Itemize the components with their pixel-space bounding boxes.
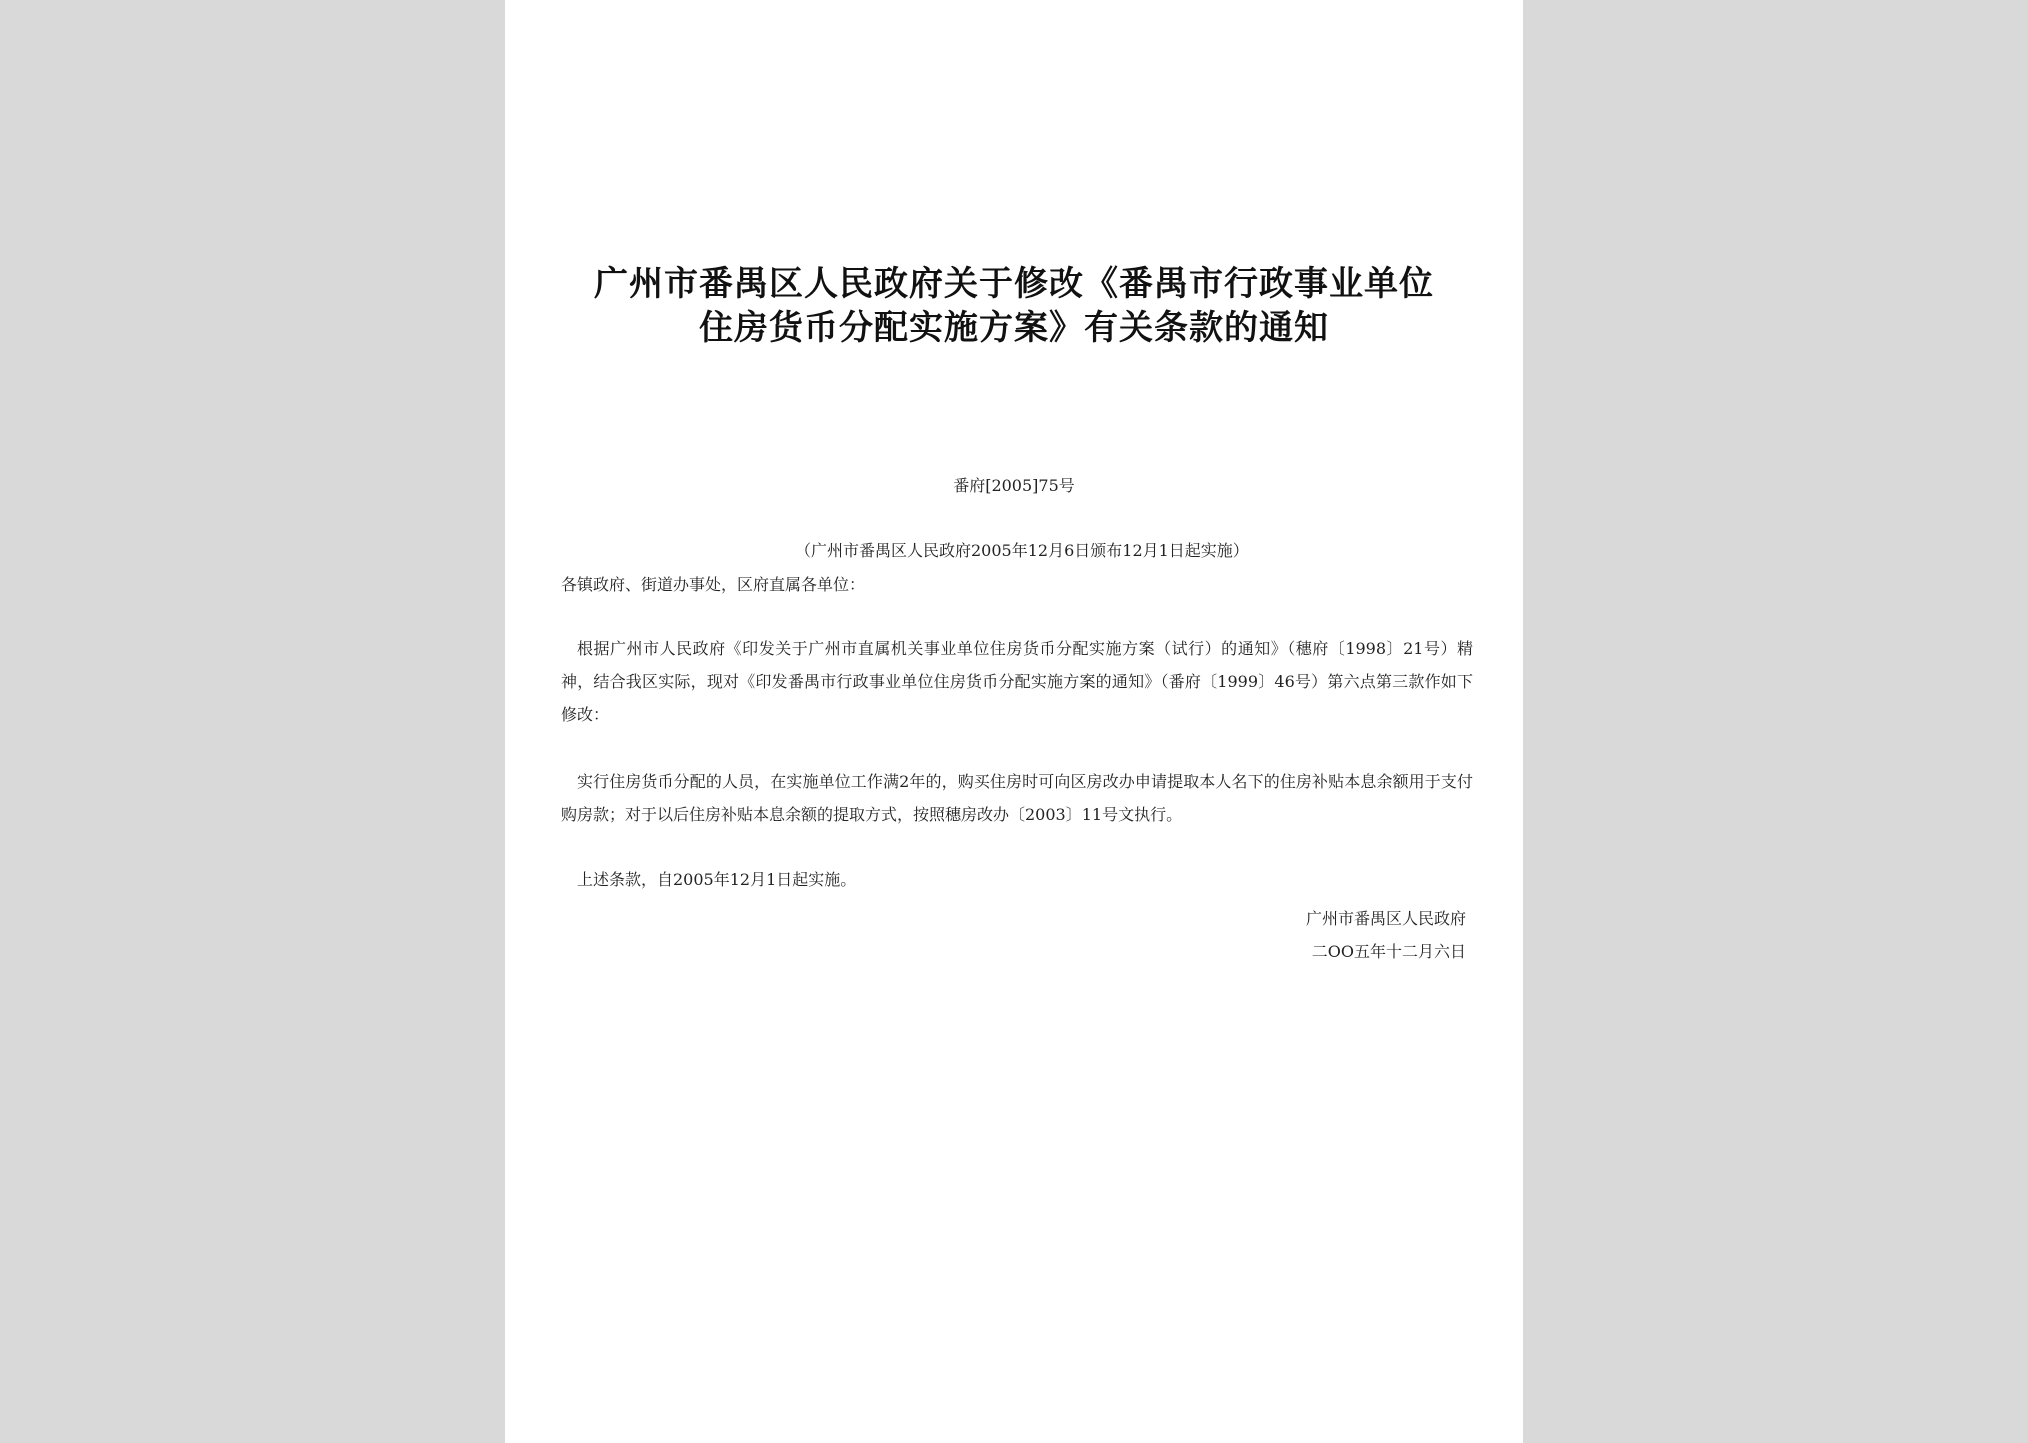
signature-organization: 广州市番禺区人民政府 xyxy=(1305,909,1466,928)
signature-date: 二OO五年十二月六日 xyxy=(1311,942,1466,961)
document-number: 番府[2005]75号 xyxy=(953,476,1075,495)
document-title xyxy=(565,262,1463,350)
body-paragraph-2: 实行住房货币分配的人员，在实施单位工作满2年的，购买住房时可向区房改办申请提取本人名下的住房补贴本息余额用于支付购房款；对于以后住房补贴本息余额的提取方式，按照穗房改办〔2003〕11号文执行。 xyxy=(561,772,1473,824)
document-page xyxy=(505,0,1523,1443)
title-line-1: 广州市番禺区人民政府关于修改《番禺市行政事业单位 xyxy=(594,264,1434,304)
body-paragraph-1: 根据广州市人民政府《印发关于广州市直属机关事业单位住房货币分配实施方案（试行）的通知》（穗府〔1998〕21号）精神，结合我区实际，现对《印发番禺市行政事业单位住房货币分配实施方案的通知》（番府〔1999〕46号）第六点第三款作如下修改： xyxy=(561,639,1473,724)
title-line-2: 住房货币分配实施方案》有关条款的通知 xyxy=(699,308,1329,348)
addressee: 各镇政府、街道办事处，区府直属各单位： xyxy=(561,575,866,594)
body-paragraph-3: 上述条款，自2005年12月1日起实施。 xyxy=(577,870,857,889)
signature-block xyxy=(1306,902,1466,968)
issue-note: （广州市番禺区人民政府2005年12月6日颁布12月1日起实施） xyxy=(795,541,1249,560)
